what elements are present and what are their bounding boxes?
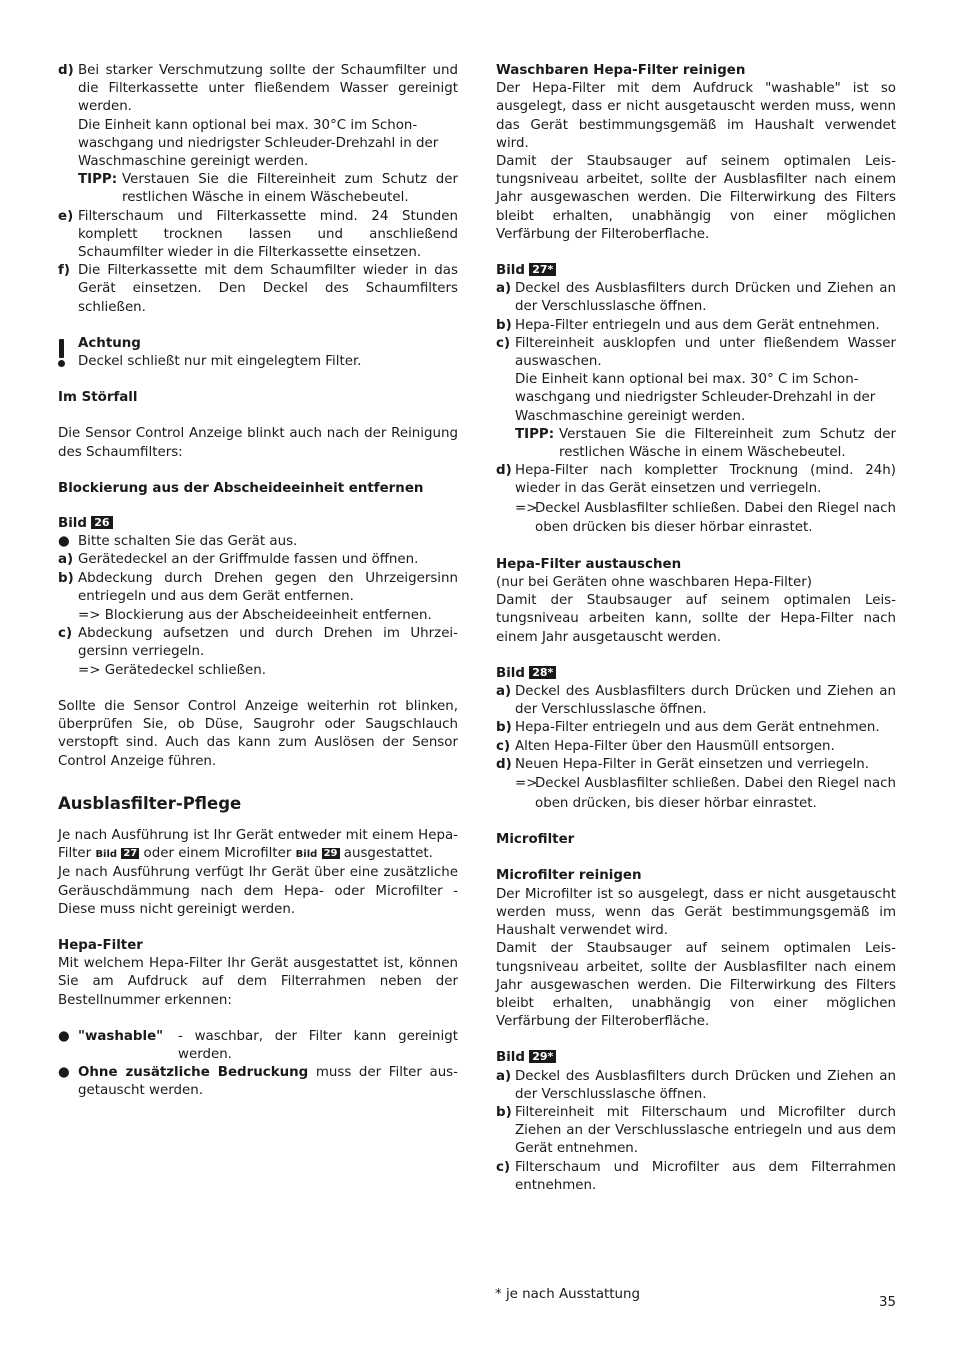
figure-number-badge: 29 [323, 848, 338, 860]
exclamation-icon [58, 335, 78, 371]
step-text: Die Filterkassette mit dem Schaumfilter wieder in das Gerät einsetzen. Den Deckel des Schaumfilters schließen. [78, 263, 458, 315]
stoerfall-text: Die Sensor Control Anzeige blinkt auch nach der Reinigung des Schaumfilters: [58, 426, 458, 460]
step-text: Abdeckung durch Drehen gegen den Uhrzeigersinn entriegeln und aus dem Gerät entfernen. [78, 570, 458, 604]
micro-p1: Der Microfilter ist so ausgelegt, dass er nicht ausgetauscht werden muss, wenn das Gerät bestimmungsgemäß im Haushalt verwendet wird. [496, 886, 896, 939]
step-f [58, 262, 458, 317]
step-text: Hepa-Filter entriegeln und aus dem Gerät entnehmen. [515, 317, 880, 333]
step-label: d) [496, 463, 512, 479]
section-title-waschbar: Waschbaren Hepa-Filter reinigen [496, 63, 746, 78]
bild-label: Bild [496, 665, 525, 681]
step-extra: Die Einheit kann optional bei max. 30° C im Schonwaschgang und niedrigster Schleuder-Drehzahl in der Waschmaschine gereinigt werden. [515, 372, 876, 424]
tipp-label: TIPP: [78, 172, 118, 188]
tipp-text: Verstauen Sie die Filtereinheit zum Schutz der restlichen Wäsche in einem Wäschebeutel. [559, 426, 896, 461]
step-text: Deckel des Ausblasfilters durch Drücken und Ziehen an der Verschlusslasche öffnen. [515, 684, 896, 718]
page-number: 35 [878, 1295, 896, 1310]
tipp-note [78, 171, 458, 207]
step-text: Filtereinheit mit Filterschaum und Microfilter durch Ziehen an der Verschlusslasche entriegeln und aus dem Gerät entnehmen. [515, 1104, 896, 1157]
bullet-value: - waschbar, der Filter kann gereinigt werden. [178, 1028, 458, 1062]
section-heading-ausblasfilter: Ausblasfilter-Pflege [58, 793, 242, 813]
section-title-stoerfall: Im Störfall [58, 390, 138, 406]
bild-label: Bild [496, 1050, 525, 1066]
figure-number-badge: 27* [529, 263, 556, 276]
section-title-hepa: Hepa-Filter [58, 937, 143, 953]
step-b [496, 719, 896, 737]
step-text: Deckel des Ausblasfilters durch Drücken und Ziehen an der Verschlusslasche öffnen. [515, 1068, 896, 1102]
step-d [496, 462, 896, 538]
step-label: c) [58, 626, 73, 642]
bild-label: Bild [58, 516, 87, 532]
step-e [58, 208, 458, 263]
warning-box [58, 335, 458, 371]
figure-number-badge: 27 [123, 848, 138, 860]
bild-label: Bild [95, 849, 118, 861]
step-text: Filterschaum und Microfilter aus dem Filterrahmen entnehmen. [515, 1159, 896, 1193]
section-title-blockierung: Blockierung aus der Abscheideeinheit entfernen [58, 480, 424, 496]
step-label: b) [496, 720, 512, 736]
bullet-text: Bitte schalten Sie das Gerät aus. [78, 534, 298, 550]
arrow-glyph: => [515, 500, 538, 516]
step-b [496, 317, 896, 335]
step-label: a) [496, 1068, 512, 1084]
tausch-sub: (nur bei Geräten ohne waschbaren Hepa-Filter) [496, 575, 813, 591]
step-text: Gerätedeckel an der Griffmulde fassen und öffnen. [78, 552, 419, 568]
step-a [496, 1068, 896, 1104]
section-title-micro-reinigen: Microfilter reinigen [496, 868, 642, 884]
step-label: f) [58, 263, 70, 279]
step-label: c) [496, 1159, 511, 1175]
step-text: Bei starker Verschmutzung sollte der Schaumfilter und die Filterkassette unter fließendem Wasser gereinigt werden. [78, 63, 458, 115]
bullet-key: Ohne zusätzliche Bedruckung [78, 1065, 309, 1081]
step-c [58, 625, 458, 680]
bullet-value: muss der Filter ausgetauscht werden. [78, 1065, 458, 1099]
arrow-glyph: => [515, 776, 538, 792]
step-a [496, 683, 896, 719]
bullet-dot: ● [58, 1065, 70, 1081]
figure-ref [496, 262, 896, 280]
figure-number-badge: 28* [529, 666, 556, 679]
step-label: a) [496, 684, 512, 700]
step-b [58, 570, 458, 626]
step-text: Hepa-Filter entriegeln und aus dem Gerät entnehmen. [515, 720, 880, 736]
bullet-dot: ● [58, 1028, 70, 1044]
section-title-microfilter: Microfilter [496, 832, 575, 848]
micro-p2: Damit der Staubsauger auf seinem optimalen Leistungsniveau arbeitet, sollte der Ausblasfilter nach einem Jahr ausgewaschen werden. Die Filterwirkung des Filters bleibt erhalten, unabhängig von einer möglichen Verfärbung der Filteroberfläche. [496, 941, 896, 1030]
step-label: a) [58, 552, 74, 568]
figure-ref [496, 665, 896, 683]
step-label: c) [496, 738, 511, 754]
step-result: => Blockierung aus der Abscheideeinheit entfernen. [78, 608, 432, 624]
step-text: Alten Hepa-Filter über den Hausmüll entsorgen. [515, 738, 835, 754]
footnote: * je nach Ausstattung [495, 1287, 640, 1302]
figure-number-badge: 29* [529, 1050, 556, 1063]
step-c [496, 1159, 896, 1195]
bullet-item [58, 533, 458, 551]
step-label: d) [496, 756, 512, 772]
step-label: d) [58, 63, 74, 78]
right-column [496, 62, 896, 1195]
bullet-item-washable [58, 1028, 458, 1064]
section-title-austauschen: Hepa-Filter austauschen [496, 556, 682, 572]
step-label: b) [58, 570, 74, 586]
step-a [58, 551, 458, 569]
bild-label: Bild [496, 263, 525, 279]
warning-title: Achtung [78, 335, 141, 351]
step-a [496, 280, 896, 316]
intro-text: ausgestattet. [343, 846, 433, 862]
step-text: Filterschaum und Filterkassette mind. 24 Stunden komplett trocknen lassen und anschließend Schaumfilter wieder in die Filterkassette einsetzen. [78, 208, 458, 261]
tausch-text: Damit der Staubsauger auf seinem optimalen Leistungsniveau arbeiten kann, sollte der Hepa-Filter nach einem Jahr ausgetauscht werden. [496, 593, 896, 645]
step-d [496, 756, 896, 813]
step-c [496, 738, 896, 756]
step-d [58, 62, 458, 208]
bullet-item-ohne [58, 1064, 458, 1100]
tipp-text: Verstauen Sie die Filtereinheit zum Schutz der restlichen Wäsche in einem Wäschebeutel. [122, 172, 458, 206]
step-text: Deckel des Ausblasfilters durch Drücken und Ziehen an der Verschlusslasche öffnen. [515, 281, 896, 315]
intro-text: Je nach Ausführung ist Ihr Gerät entweder mit einem Hepa-Filter [58, 827, 458, 862]
bullet-dot: ● [58, 534, 70, 550]
figure-ref [58, 515, 458, 533]
step-text: Abdeckung aufsetzen und durch Drehen im Uhrzeigersinn verriegeln. [78, 626, 458, 660]
result-text: Deckel Ausblasfilter schließen. Dabei den Riegel nach oben drücken, bis dieser hörbar einrastet. [535, 776, 896, 811]
tipp-note [515, 426, 896, 462]
wasch-p2: Damit der Staubsauger auf seinem optimalen Leistungsniveau arbeitet, sollte der Ausblasfilter nach einem Jahr ausgewaschen werden. Die Filterwirkung des Filters bleibt erhalten, unabhängig von einer möglichen Verfärbung der Filteroberflache. [496, 154, 896, 242]
step-text: Hepa-Filter nach kompletter Trocknung (mind. 24h) wieder in das Gerät einsetzen und verriegeln. [515, 463, 896, 497]
figure-number-badge: 26 [91, 516, 112, 529]
step-label: a) [496, 281, 512, 297]
step-result [515, 499, 896, 538]
step-result [515, 774, 896, 813]
bild-label: Bild [295, 849, 318, 861]
sensor-note: Sollte die Sensor Control Anzeige weiterhin rot blinken, überprüfen Sie, ob Düse, Saugrohr oder Saugschlauch verstopft sind. Auch das kann zum Auslösen der Sensor Control Anzeige führen. [58, 698, 458, 769]
step-c [496, 335, 896, 462]
step-extra: Die Einheit kann optional bei max. 30°C im Schonwaschgang und niedrigster Schleuder-Drehzahl in der Waschmaschine gereinigt werden. [78, 117, 439, 170]
hepa-text: Mit welchem Hepa-Filter Ihr Gerät ausgestattet ist, können Sie am Aufdruck auf dem Filterrahmen neben der Bestellnummer erkennen: [58, 956, 458, 1008]
bullet-key: "washable" [78, 1028, 164, 1044]
step-label: b) [496, 1104, 512, 1120]
ausblas-note: Je nach Ausführung verfügt Ihr Gerät über eine zusätzliche Geräuschdämmung nach dem Hepa- oder Microfilter - Diese muss nicht gereinigt werden. [58, 865, 458, 917]
wasch-p1: Der Hepa-Filter mit dem Aufdruck "washable" ist so ausgelegt, dass er nicht ausgetauscht werden muss, wenn das Gerät bestimmungsgemäß im Haushalt verwendet wird. [496, 81, 896, 151]
warning-text: Deckel schließt nur mit eingelegtem Filter. [78, 354, 362, 370]
figure-ref [496, 1049, 896, 1067]
step-label: b) [496, 317, 512, 333]
result-text: Deckel Ausblasfilter schließen. Dabei den Riegel nach oben drücken bis dieser hörbar einrastet. [535, 500, 896, 536]
step-label: c) [496, 335, 511, 351]
step-b [496, 1104, 896, 1159]
tipp-label: TIPP: [515, 426, 555, 442]
step-text: Filtereinheit ausklopfen und unter fließendem Wasser auswaschen. [515, 335, 896, 370]
left-column [58, 62, 458, 1101]
intro-text: oder einem Microfilter [143, 846, 292, 862]
step-text: Neuen Hepa-Filter in Gerät einsetzen und verriegeln. [515, 756, 870, 772]
step-result: => Gerätedeckel schließen. [78, 662, 267, 678]
step-label: e) [58, 208, 74, 224]
ausblas-intro [58, 827, 458, 864]
